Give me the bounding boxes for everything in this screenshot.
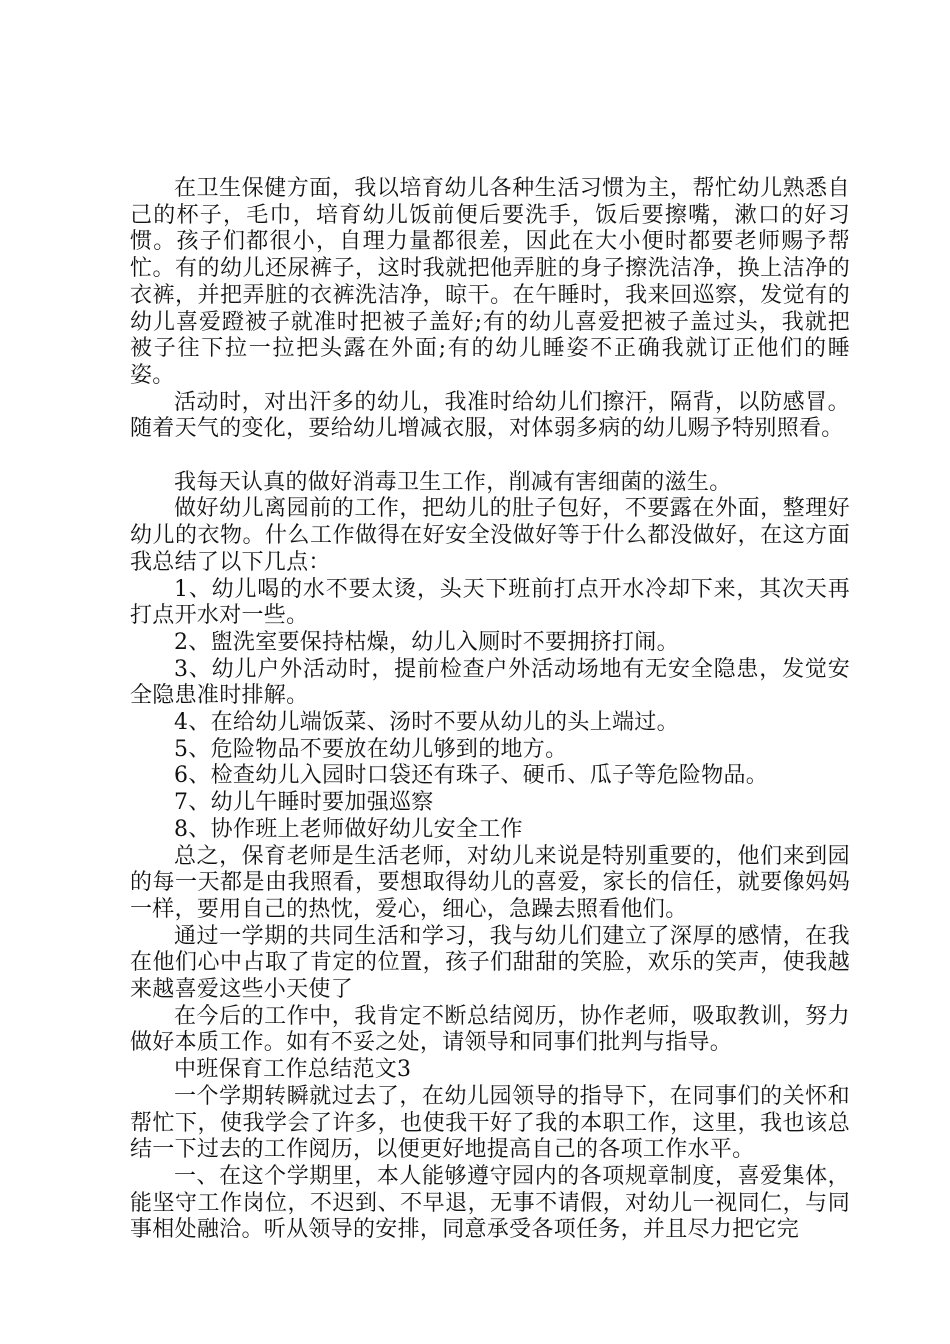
paragraph-activity-sweat: 活动时，对出汗多的幼儿，我准时给幼儿们擦汗，隔背，以防感冒。随着天气的变化，要给幼儿增减衣服，对体弱多病的幼儿赐予特别照看。 xyxy=(130,389,850,442)
paragraph-rules-compliance: 一、在这个学期里，本人能够遵守园内的各项规章制度，喜爱集体，能坚守工作岗位，不迟到、不早退，无事不请假，对幼儿一视同仁，与同事相处融洽。听从领导的安排，同意承受各项任务，并且尽力把它完 xyxy=(130,1164,850,1243)
list-item-8: 8、协作班上老师做好幼儿安全工作 xyxy=(174,816,523,842)
list-item-7: 7、幼儿午睡时要加强巡察 xyxy=(174,790,434,816)
paragraph-hygiene-care: 在卫生保健方面，我以培育幼儿各种生活习惯为主，帮忙幼儿熟悉自己的杯子，毛巾，培育幼儿饭前便后要洗手，饭后要擦嘴，漱口的好习惯。孩子们都很小，自理力量都很差，因此在大小便时都要老师赐予帮忙。有的幼儿还尿裤子，这时我就把他弄脏的身子擦洗洁净，换上洁净的衣裤，并把弄脏的衣裤洗洁净，晾干。在午睡时，我来回巡察，发觉有的幼儿喜爱蹬被子就准时把被子盖好;有的幼儿喜爱把被子盖过头，我就把被子往下拉一拉把头露在外面;有的幼儿睡姿不正确我就订正他们的睡姿。 xyxy=(130,176,850,388)
paragraph-semester-intro: 一个学期转瞬就过去了，在幼儿园领导的指导下，在同事们的关怀和帮忙下，使我学会了许多，也使我干好了我的本职工作，这里，我也该总结一下过去的工作阅历，以便更好地提高自己的各项工作水平。 xyxy=(130,1083,850,1163)
list-item-2: 2、盥洗室要保持枯燥，幼儿入厕时不要拥挤打闹。 xyxy=(174,629,679,655)
paragraph-relationship: 通过一学期的共同生活和学习，我与幼儿们建立了深厚的感情，在我在他们心中占取了肯定的位置，孩子们甜甜的笑脸，欢乐的笑声，使我越来越喜爱这些小天使了 xyxy=(130,923,850,1003)
paragraph-future-work: 在今后的工作中，我肯定不断总结阅历，协作老师，吸取教训，努力做好本质工作。如有不妥之处，请领导和同事们批判与指导。 xyxy=(130,1003,850,1056)
list-item-5: 5、危险物品不要放在幼儿够到的地方。 xyxy=(174,736,568,762)
paragraph-leaving-preparation: 做好幼儿离园前的工作，把幼儿的肚子包好，不要露在外面，整理好幼儿的衣物。什么工作做得在好安全没做好等于什么都没做好，在这方面我总结了以下几点： xyxy=(130,496,850,575)
list-item-3: 3、幼儿户外活动时，提前检查户外活动场地有无安全隐患，发觉安全隐患准时排解。 xyxy=(130,656,850,709)
blank-line xyxy=(130,443,850,470)
list-item-1: 1、幼儿喝的水不要太烫，头天下班前打点开水冷却下来，其次天再打点开水对一些。 xyxy=(130,576,850,629)
paragraph-summary: 总之，保育老师是生活老师，对幼儿来说是特别重要的，他们来到园的每一天都是由我照看，要想取得幼儿的喜爱，家长的信任，就要像妈妈一样，要用自己的热忱，爱心，细心，急躁去照看他们。 xyxy=(130,843,850,922)
list-item-6: 6、检查幼儿入园时口袋还有珠子、硬币、瓜子等危险物品。 xyxy=(174,763,769,789)
document-body xyxy=(130,176,850,1244)
list-item-4: 4、在给幼儿端饭菜、汤时不要从幼儿的头上端过。 xyxy=(174,710,679,736)
paragraph-disinfection: 我每天认真的做好消毒卫生工作，削减有害细菌的滋生。 xyxy=(174,469,732,495)
section-heading: 中班保育工作总结范文3 xyxy=(174,1057,412,1083)
